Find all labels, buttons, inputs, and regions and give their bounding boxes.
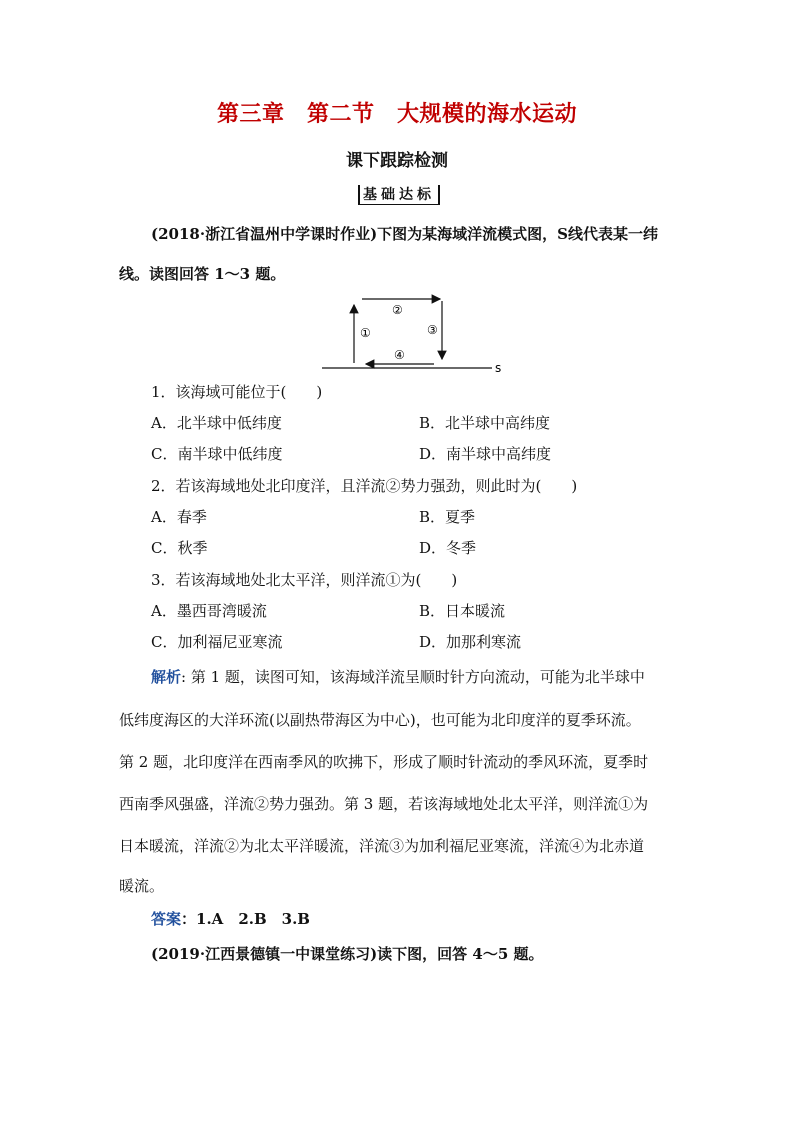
analysis-line-4: 西南季风强盛，洋流②势力强劲。第 3 题，若该海域地处北太平洋，则洋流①为 [119, 795, 649, 813]
q2-option-a: A．春季 [151, 508, 207, 526]
analysis-line-1: 解析: 第 1 题，读图可知，该海域洋流呈顺时针方向流动，可能为北半球中 [151, 668, 645, 686]
analysis-line-2: 低纬度海区的大洋环流(以副热带海区为中心)，也可能为北印度洋的夏季环流。 [119, 711, 641, 729]
ocean-current-diagram [322, 293, 512, 375]
intro2-line-1: (2019·江西景德镇一中课堂练习)读下图，回答 4～5 题。 [151, 945, 544, 963]
q1-option-b: B．北半球中高纬度 [419, 414, 551, 432]
page-title: 第三章 第二节 大规模的海水运动 [216, 101, 577, 127]
section-tag: 基础达标 [358, 185, 440, 205]
intro-line-1: (2018·浙江省温州中学课时作业)下图为某海域洋流模式图，S线代表某一纬 [151, 225, 659, 243]
page-subtitle: 课下跟踪检测 [346, 151, 448, 171]
q2-option-d: D．冬季 [419, 539, 477, 557]
diagram-label-2: ② [392, 303, 403, 317]
diagram-line-label: s [495, 361, 502, 375]
q2-option-b: B．夏季 [419, 508, 476, 526]
answer-line: 答案：1.A 2.B 3.B [151, 910, 310, 928]
diagram-label-1: ① [360, 326, 371, 340]
q1-option-c: C．南半球中低纬度 [151, 445, 283, 463]
q1-option-a: A．北半球中低纬度 [151, 414, 282, 432]
answer-label: 答案 [151, 910, 182, 928]
q3-option-d: D．加那利寒流 [419, 633, 522, 651]
q3-option-b: B．日本暖流 [419, 602, 506, 620]
analysis-line-5: 日本暖流，洋流②为北太平洋暖流，洋流③为加利福尼亚寒流，洋流④为北赤道 [119, 837, 645, 855]
diagram-label-4: ④ [394, 348, 405, 362]
analysis-line-6: 暖流。 [119, 877, 165, 895]
q3-option-a: A．墨西哥湾暖流 [151, 602, 267, 620]
intro-line-2: 线。读图回答 1～3 题。 [119, 265, 286, 283]
question-3-stem: 3．若该海域地处北太平洋，则洋流①为( ) [151, 571, 458, 589]
analysis-line-3: 第 2 题，北印度洋在西南季风的吹拂下，形成了顺时针流动的季风环流，夏季时 [119, 753, 649, 771]
q1-option-d: D．南半球中高纬度 [419, 445, 552, 463]
q2-option-c: C．秋季 [151, 539, 208, 557]
q3-option-c: C．加利福尼亚寒流 [151, 633, 283, 651]
question-1-stem: 1．该海域可能位于( ) [151, 383, 323, 401]
diagram-label-3: ③ [427, 323, 438, 337]
analysis-label: 解析 [151, 668, 182, 686]
question-2-stem: 2．若该海域地处北印度洋，且洋流②势力强劲，则此时为( ) [151, 477, 578, 495]
